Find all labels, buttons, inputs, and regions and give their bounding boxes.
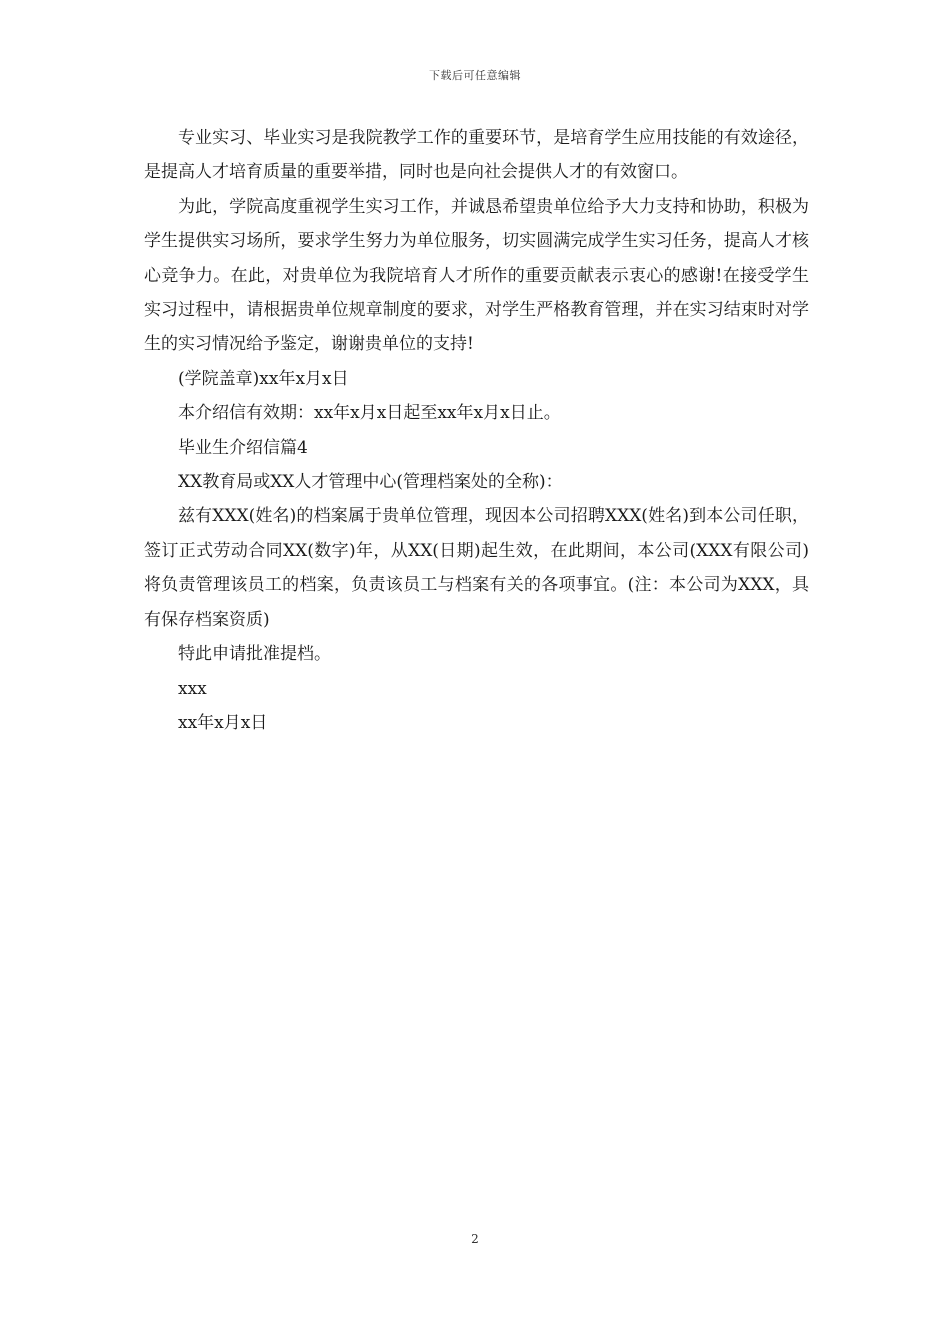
paragraph-college-seal: (学院盖章)xx年x月x日	[178, 368, 349, 389]
paragraph-date: xx年x月x日	[178, 712, 268, 733]
paragraph-signature: xxx	[178, 678, 207, 699]
paragraph-support-request: 为此，学院高度重视学生实习工作，并诚恳希望贵单位给予大力支持和协助，积极为学生提供实习场所，要求学生努力为单位服务，切实圆满完成学生实习任务，提高人才核心竞争力。在此，对贵单位为我院培育人才所作的重要贡献表示衷心的感谢!在接受学生实习过程中，请根据贵单位规章制度的要求，对学生严格教育管理，并在实习结束时对学生的实习情况给予鉴定，谢谢贵单位的支持!	[144, 196, 809, 355]
header-note: 下载后可任意编辑	[429, 69, 521, 82]
paragraph-internship-intro: 专业实习、毕业实习是我院教学工作的重要环节，是培育学生应用技能的有效途径，是提高人才培育质量的重要举措，同时也是向社会提供人才的有效窗口。	[144, 128, 809, 183]
paragraph-validity-period: 本介绍信有效期：xx年x月x日起至xx年x月x日止。	[178, 403, 561, 424]
paragraph-request-approval: 特此申请批准提档。	[178, 644, 331, 665]
document-body	[144, 121, 809, 740]
page-number: 2	[471, 1232, 479, 1246]
section-title-letter-4: 毕业生介绍信篇4	[178, 437, 308, 458]
paragraph-archive-transfer: 兹有XXX(姓名)的档案属于贵单位管理，现因本公司招聘XXX(姓名)到本公司任职，签订正式劳动合同XX(数字)年，从XX(日期)起生效，在此期间，本公司(XXX有限公司)将负责管理该员工的档案，负责该员工与档案有关的各项事宜。(注：本公司为XXX，具有保存档案资质)	[144, 506, 809, 630]
paragraph-addressee: XX教育局或XX人才管理中心(管理档案处的全称)：	[178, 472, 563, 493]
